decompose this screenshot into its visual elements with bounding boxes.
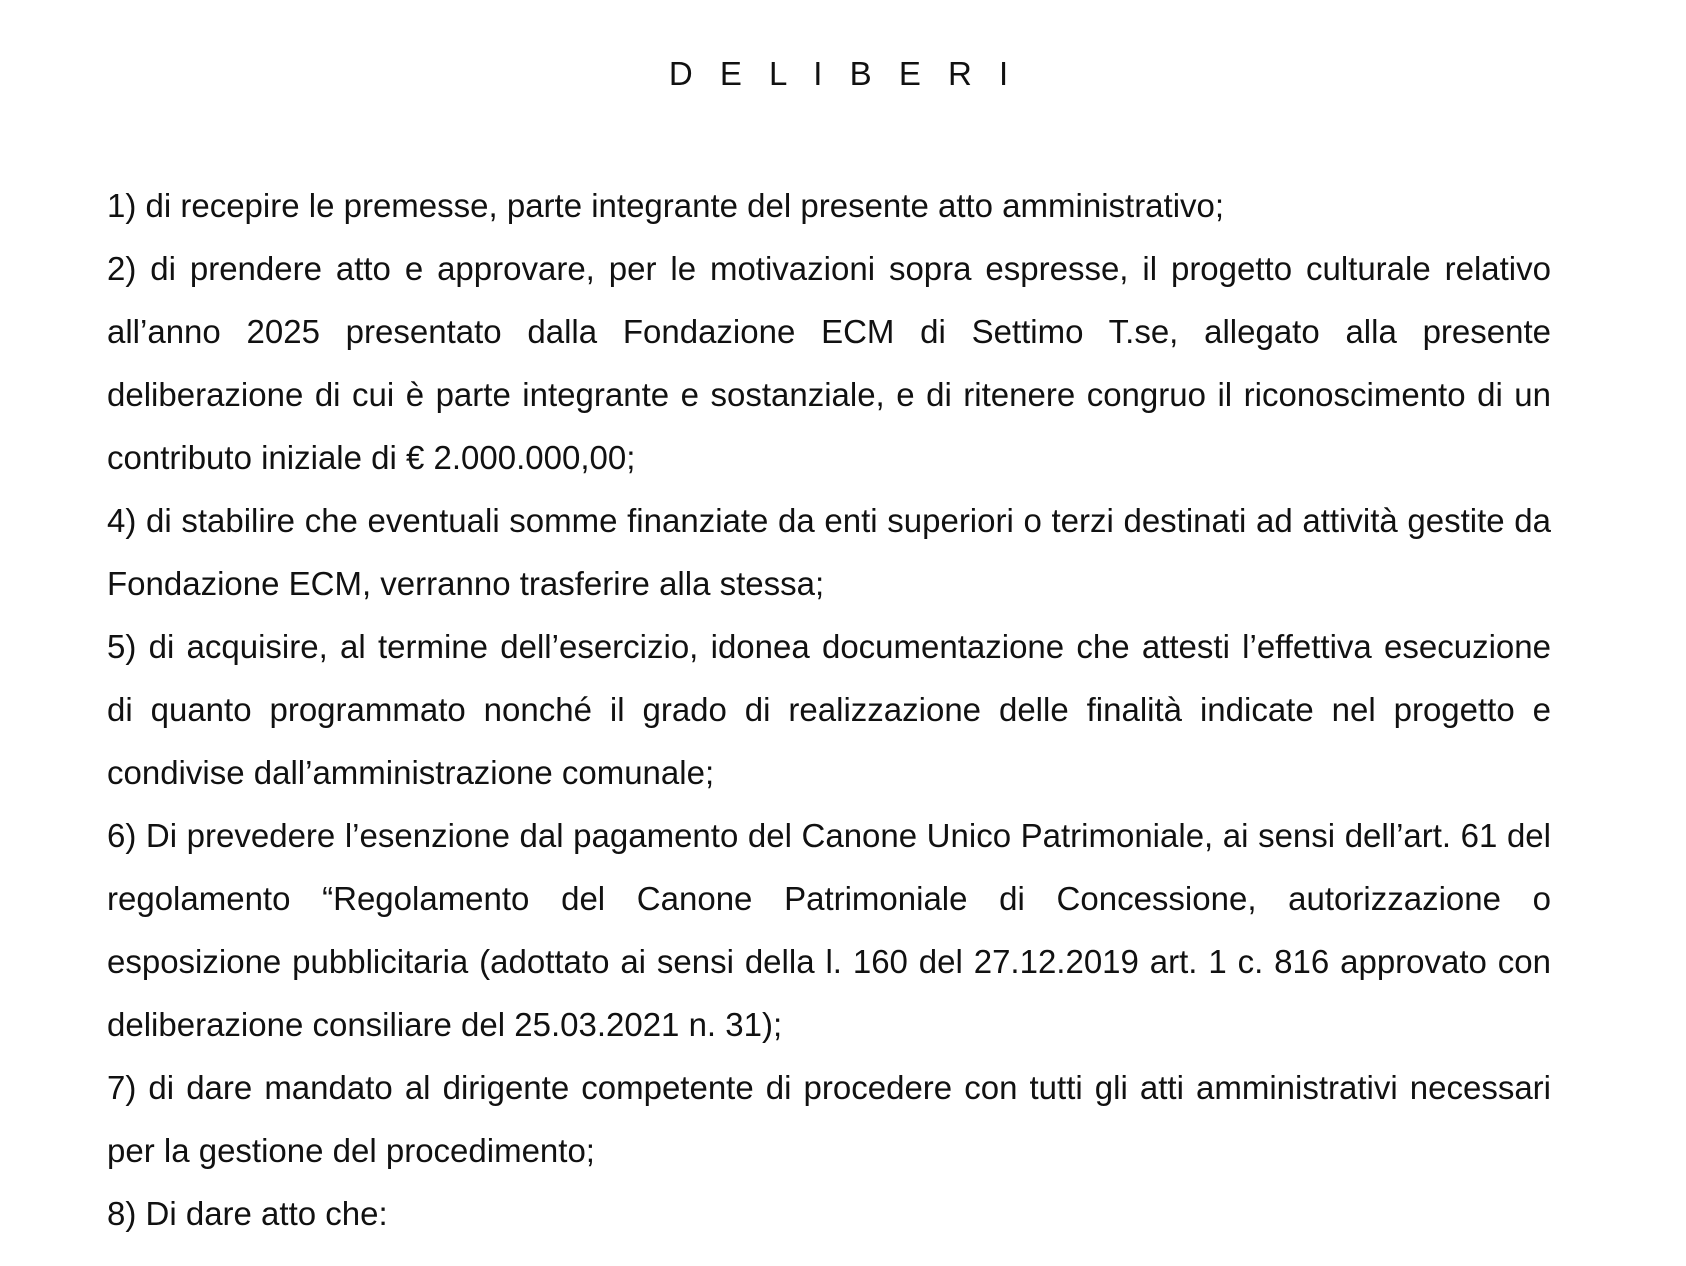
deliberation-item-2: 2) di prendere atto e approvare, per le motivazioni sopra espresse, il progetto culturale relativo all’anno 2025 presentato dalla Fondazione ECM di Settimo T.se, allegato alla presente deliberazione di cui è parte integrante e sostanziale, e di ritenere congruo il riconoscimento di un contributo iniziale di € 2.000.000,00;: [107, 250, 1551, 476]
deliberation-item-7: 7) di dare mandato al dirigente competente di procedere con tutti gli atti amministrativi necessari per la gestione del procedimento;: [107, 1069, 1551, 1169]
deliberation-item-1: 1) di recepire le premesse, parte integrante del presente atto amministrativo;: [107, 187, 1225, 224]
deliberation-item-6: 6) Di prevedere l’esenzione dal pagamento del Canone Unico Patrimoniale, ai sensi dell’art. 61 del regolamento “Regolamento del Canone Patrimoniale di Concessione, autorizzazione o esposizione pubblicitaria (adottato ai sensi della l. 160 del 27.12.2019 art. 1 c. 816 approvato con deliberazione consiliare del 25.03.2021 n. 31);: [107, 817, 1551, 1043]
deliberation-list: [107, 174, 1551, 1245]
deliberation-item-4: 4) di stabilire che eventuali somme finanziate da enti superiori o terzi destinati ad attività gestite da Fondazione ECM, verranno trasferire alla stessa;: [107, 502, 1551, 602]
deliberation-item-8: 8) Di dare atto che:: [107, 1195, 388, 1232]
document-heading: D E L I B E R I: [668, 55, 1018, 92]
deliberation-item-5: 5) di acquisire, al termine dell’esercizio, idonea documentazione che attesti l’effettiva esecuzione di quanto programmato nonché il grado di realizzazione delle finalità indicate nel progetto e condivise dall’amministrazione comunale;: [107, 628, 1551, 791]
